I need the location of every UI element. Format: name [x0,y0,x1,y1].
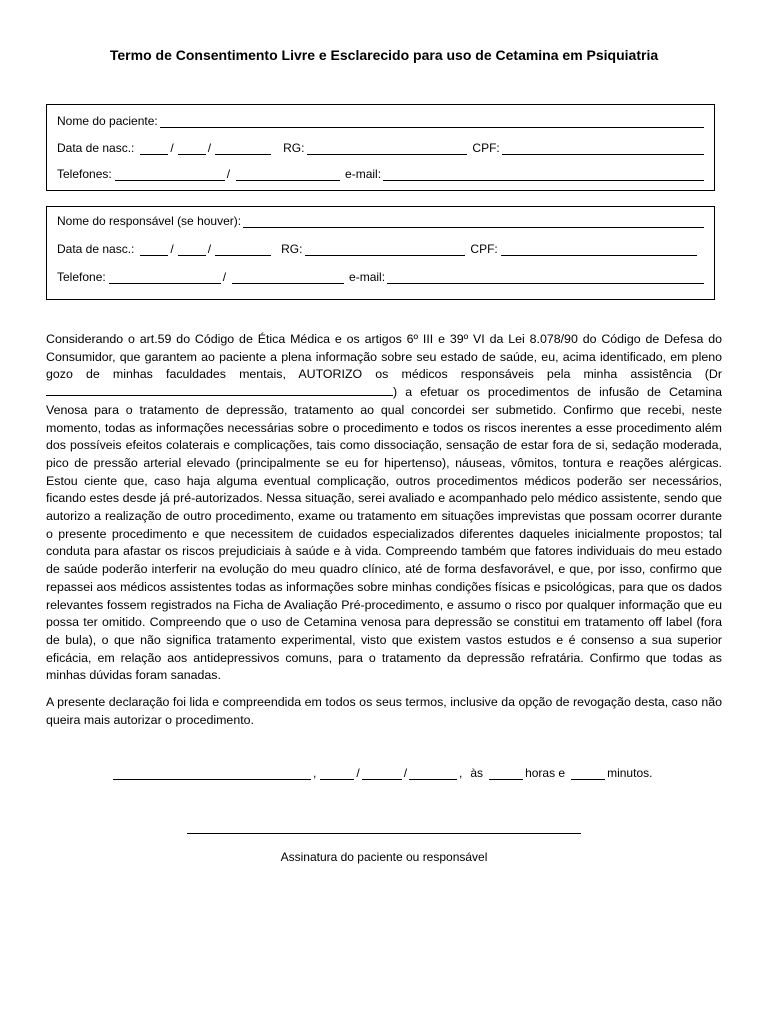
patient-phones-label: Telefones: [57,167,112,181]
signature-label: Assinatura do paciente ou responsável [280,850,488,864]
guardian-cpf-field[interactable] [501,244,697,256]
date-slash: / [170,141,174,155]
guardian-id-row [57,240,706,256]
guardian-rg-field[interactable] [305,244,465,256]
hours-label: horas e [525,766,566,780]
patient-phone2-field[interactable] [236,169,340,181]
date-slash: / [207,141,212,155]
phone-slash: / [226,167,231,181]
guardian-name-label: Nome do responsável (se houver): [57,214,242,228]
patient-info-box [46,104,715,191]
guardian-contact-row [57,268,706,284]
hours-field[interactable] [489,768,523,780]
guardian-name-row [57,212,706,228]
patient-email-label: e-mail: [345,167,382,181]
guardian-birth-day-field[interactable] [140,244,168,256]
date-time-line [111,766,652,780]
date-day-field[interactable] [320,768,354,780]
patient-rg-label: RG: [283,141,305,155]
patient-id-row [57,139,706,155]
comma: , [313,766,317,780]
guardian-email-label: e-mail: [349,270,386,284]
date-month-field[interactable] [362,768,402,780]
patient-name-field[interactable] [160,116,704,128]
date-slash: / [207,242,212,256]
doctor-name-field[interactable] [46,385,393,396]
consent-text-part2: ) a efetuar os procedimentos de infusão de Cetamina Venosa para o tratamento de depressão, tratamento ao qual concordei ser submetido. Confirmo que recebi, neste momento, todas as informações necessárias sobre o procedimento e todos os riscos inerentes a esse procedimento além dos possíveis efeitos colaterais e complicações, tais como dissociação, sensação de estar fora de si, sedação moderada, pico de pressão arterial elevado (principalmente se eu for hipertenso), náuseas, vômitos, tontura e reações alérgicas. Estou ciente que, caso haja alguma eventual complicação, outros procedimentos médicos poderão ser necessários, ficando estes desde já pré-autorizados. Nessa situação, serei avaliado e acompanhado pelo médico assistente, sendo que autorizo a realização de outro procedimento, exame ou tratamento em situações imprevistas que possam ocorrer durante o presente procedimento e que necessitem de cuidados especializados diferentes daqueles inicialmente propostos; tal conduta para afastar os riscos prejudiciais à saúde e à vida. Compreendo também que fatores individuais do meu estado de saúde poderão interferir na evolução do meu quadro clínico, até de forma desfavorável, e que, por isso, confirmo que repassei aos médicos assistentes todas as informações sobre minhas condições físicas e psicológicas, para que os dados relevantes fossem registrados na Ficha de Avaliação Pré-procedimento, e assumo o risco por qualquer informação que eu possa ter omitido. Compreendo que o uso de Cetamina venosa para depressão se constitui em tratamento off label (fora de bula), o que não significa tratamento experimental, visto que existem vastos estudos e é consenso a sua superior eficácia, em relação aos antidepressivos comuns, para o tratamento da depressão refratária. Confirmo que todas as minhas dúvidas foram sanadas. [46,385,722,683]
date-year-field[interactable] [409,768,457,780]
patient-birth-day-field[interactable] [140,143,168,155]
patient-phone1-field[interactable] [115,169,225,181]
document-title: Termo de Consentimento Livre e Esclarecido para uso de Cetamina em Psiquiatria [109,47,659,63]
guardian-rg-label: RG: [281,242,303,256]
guardian-info-box [46,206,715,300]
declaration-paragraph: A presente declaração foi lida e compreendida em todos os seus termos, inclusive da opção de revogação desta, caso não queira mais autorizar o procedimento. [46,695,722,727]
minutes-label: minutos. [607,766,653,780]
signature-field[interactable] [187,833,581,834]
patient-name-row [57,112,706,128]
patient-rg-field[interactable] [307,143,467,155]
guardian-name-field[interactable] [243,216,704,228]
date-slash: / [403,766,408,780]
consent-paragraph [46,331,722,685]
at-label: às [470,766,484,780]
patient-birth-label: Data de nasc.: [57,141,135,155]
guardian-email-field[interactable] [387,272,704,284]
date-slash: / [356,766,360,780]
patient-email-field[interactable] [383,169,704,181]
patient-contact-row [57,165,706,181]
guardian-cpf-label: CPF: [470,242,498,256]
patient-cpf-label: CPF: [472,141,500,155]
patient-birth-month-field[interactable] [178,143,206,155]
guardian-birth-label: Data de nasc.: [57,242,135,256]
patient-cpf-field[interactable] [502,143,704,155]
patient-birth-year-field[interactable] [215,143,271,155]
guardian-birth-month-field[interactable] [178,244,206,256]
guardian-phone2-field[interactable] [232,272,344,284]
date-slash: / [170,242,174,256]
minutes-field[interactable] [571,768,605,780]
guardian-phone1-field[interactable] [109,272,221,284]
comma: , [459,766,463,780]
guardian-phone-label: Telefone: [57,270,106,284]
consent-text-part1: Considerando o art.59 do Código de Ética Médica e os artigos 6º III e 39º VI da Lei 8.078/90 do Código de Defesa do Consumidor, que garantem ao paciente a plena informação sobre seu estado de saúde, eu, acima identificado, em pleno gozo de minhas faculdades mentais, AUTORIZO os médicos responsáveis pela minha assistência (Dr [46,332,722,382]
guardian-birth-year-field[interactable] [215,244,271,256]
place-field[interactable] [113,768,311,780]
phone-slash: / [222,270,227,284]
patient-name-label: Nome do paciente: [57,114,158,128]
